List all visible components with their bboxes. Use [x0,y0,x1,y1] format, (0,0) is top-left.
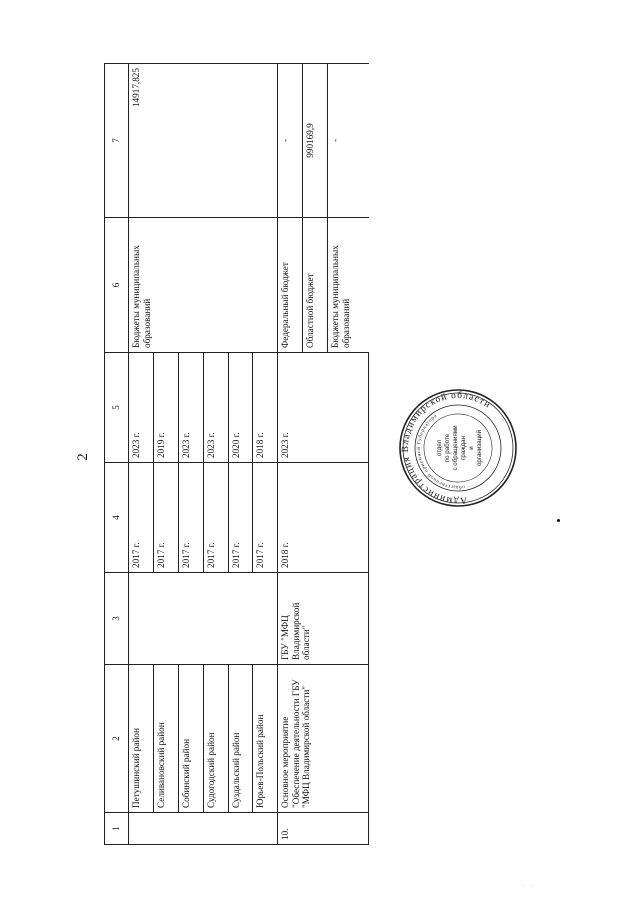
funding-source: Бюджеты муниципальных образований [129,218,278,353]
district-name: Суздальский район [228,665,253,813]
funding-amount: 990169,9 [303,64,328,218]
col-header-5: 5 [105,353,129,463]
col-header-2: 2 [105,665,129,813]
stamp-center-line: граждан [460,436,467,460]
col-header-3: 3 [105,573,129,665]
start-year: 2018 г. [278,463,369,573]
col-header-1: 1 [105,813,129,845]
district-name: Судогодский район [203,665,228,813]
rotated-table-container [104,64,369,845]
executor-name: ГБУ "МФЦ Владимирской области" [278,573,369,665]
funding-source: Областной бюджет [303,218,328,353]
end-year: 2018 г. [253,353,278,463]
start-year: 2017 г. [153,463,178,573]
table-row [278,64,303,845]
stamp-outer-text: Администрация Владимирской области [400,390,493,506]
executor-cell [129,573,278,665]
col-header-6: 6 [105,218,129,353]
end-year: 2020 г. [228,353,253,463]
start-year: 2017 г. [129,463,154,573]
end-year: 2019 г. [153,353,178,463]
col-header-4: 4 [105,463,129,573]
start-year: 2017 г. [228,463,253,573]
row-number: 10. [278,813,369,845]
scan-specks: · · [522,882,535,890]
end-year: 2023 г. [178,353,203,463]
district-name: Петушинский район [129,665,154,813]
funding-amount: - [328,64,369,218]
stamp-center-line: отдел [436,439,443,457]
stamp-center-line: и [468,446,475,450]
end-year: 2023 г. [203,353,228,463]
event-name: Основное мероприятие "Обеспечение деятельности ГБУ "МФЦ Владимирской области" [278,665,369,813]
funding-source: Федеральный бюджет [278,218,303,353]
funding-amount: - [278,64,303,218]
stamp-center-line: организаций [476,429,483,467]
district-name: Селивановский район [153,665,178,813]
stamp-center-line: с обращениями [452,425,459,471]
row-number-cell [129,813,278,845]
end-year: 2023 г. [129,353,154,463]
table-row [129,64,154,845]
official-stamp [397,387,519,509]
district-name: Юрьев-Польский район [253,665,278,813]
start-year: 2017 г. [203,463,228,573]
stamp-inner-text: общественной приемной Губернатора [415,412,466,491]
col-header-7: 7 [105,64,129,218]
start-year: 2017 г. [178,463,203,573]
funding-amount: 14917,825 [129,64,278,218]
ink-dot [557,519,560,522]
header-row [105,64,129,845]
funding-source: Бюджеты муниципальных образований [328,218,369,353]
end-year: 2023 г. [278,353,369,463]
start-year: 2017 г. [253,463,278,573]
page-number: 2 [75,453,91,461]
stamp-center-line: по работе [444,433,451,463]
district-name: Собинский район [178,665,203,813]
program-table [104,63,369,845]
